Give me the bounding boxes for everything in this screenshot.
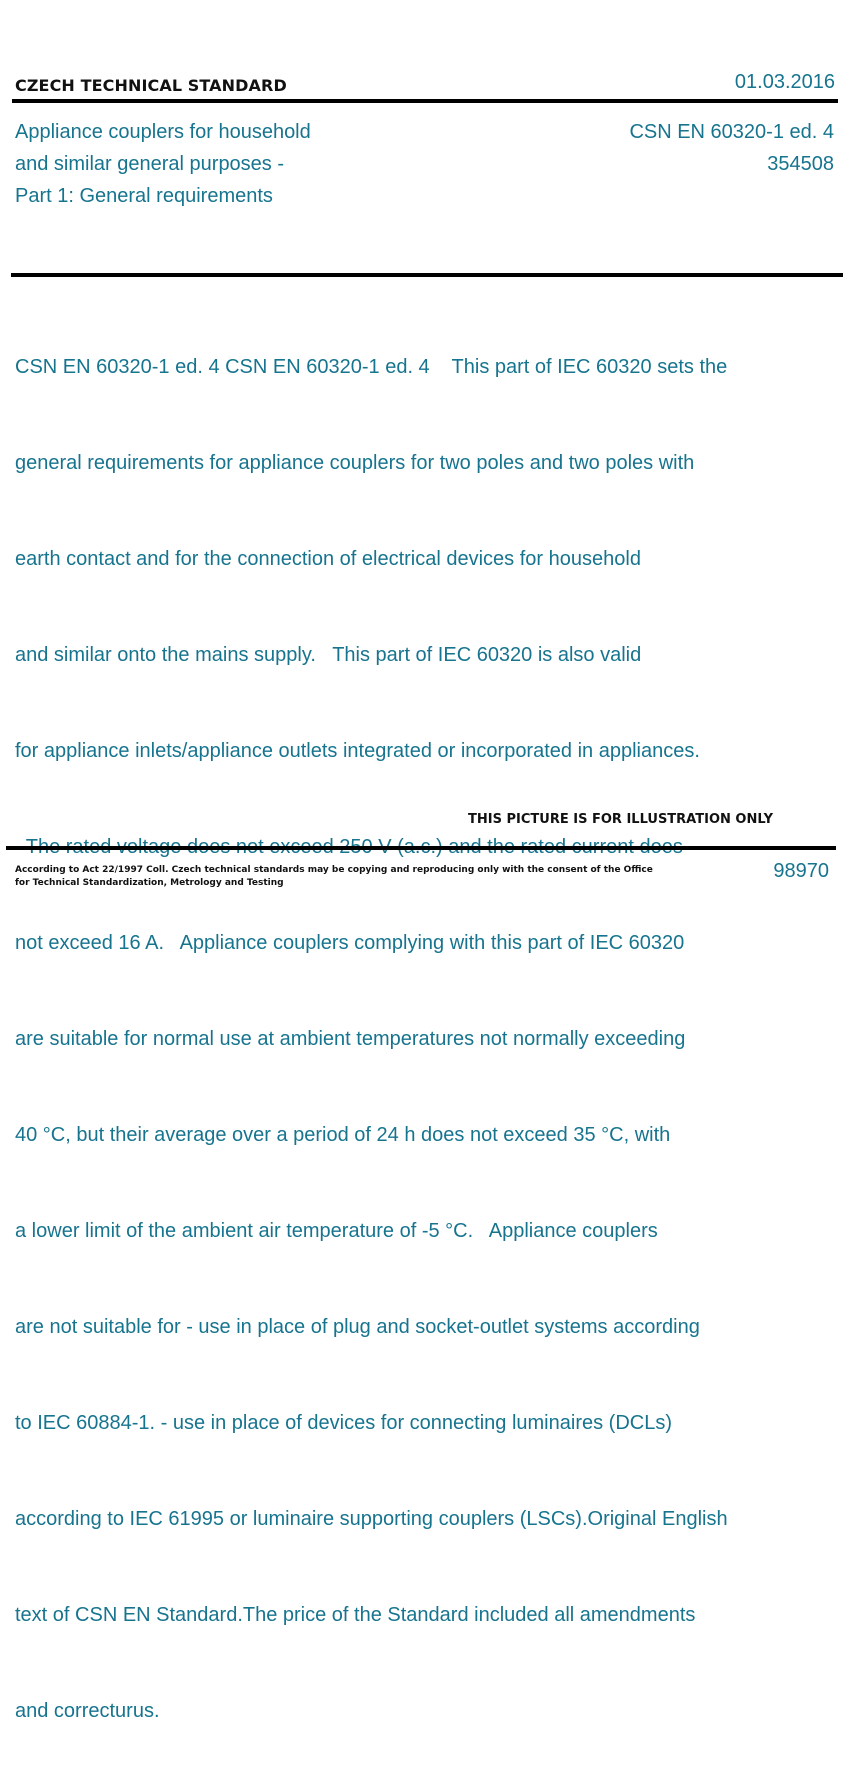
description-line: a lower limit of the ambient air temperature of -5 °C. Appliance couplers	[15, 1220, 658, 1242]
description-line: for appliance inlets/appliance outlets integrated or incorporated in appliances.	[15, 740, 700, 762]
description-line: not exceed 16 A. Appliance couplers complying with this part of IEC 60320	[15, 932, 685, 954]
standard-description	[15, 287, 815, 1791]
description-line: 40 °C, but their average over a period of 24 h does not exceed 35 °C, with	[15, 1124, 671, 1146]
illustration-disclaimer: THIS PICTURE IS FOR ILLUSTRATION ONLY	[468, 812, 773, 827]
title-line: and similar general purposes -	[15, 153, 285, 175]
standard-title	[15, 116, 311, 212]
description-line: according to IEC 61995 or luminaire supporting couplers (LSCs).Original English	[15, 1508, 728, 1530]
document-number: 98970	[773, 860, 829, 882]
description-line: are suitable for normal use at ambient temperatures not normally exceeding	[15, 1028, 686, 1050]
publication-date: 01.03.2016	[734, 71, 835, 93]
description-line: to IEC 60884-1. - use in place of devices for connecting luminaires (DCLs)	[15, 1412, 672, 1434]
description-line: and correcturus.	[15, 1700, 160, 1722]
footer-divider	[6, 846, 836, 850]
title-line: Part 1: General requirements	[15, 185, 273, 207]
description-line: CSN EN 60320-1 ed. 4 CSN EN 60320-1 ed. 4 This part of IEC 60320 sets the	[15, 356, 728, 378]
title-line: Appliance couplers for household	[15, 121, 311, 143]
legal-notice	[15, 864, 653, 890]
legal-line: According to Act 22/1997 Coll. Czech technical standards may be copying and reproducing only with the consent of the Office	[15, 865, 653, 875]
legal-line: for Technical Standardization, Metrology and Testing	[15, 878, 284, 888]
description-line: are not suitable for - use in place of plug and socket-outlet systems according	[15, 1316, 700, 1338]
header-divider	[12, 99, 838, 103]
catalog-number: 354508	[767, 153, 834, 175]
section-divider	[11, 273, 843, 277]
standard-code: CSN EN 60320-1 ed. 4	[629, 121, 834, 143]
standard-identifiers	[629, 116, 834, 180]
description-line: text of CSN EN Standard.The price of the Standard included all amendments	[15, 1604, 696, 1626]
description-line: general requirements for appliance couplers for two poles and two poles with	[15, 452, 695, 474]
document-type-label: CZECH TECHNICAL STANDARD	[15, 76, 287, 95]
description-line: earth contact and for the connection of electrical devices for household	[15, 548, 641, 570]
description-line: and similar onto the mains supply. This part of IEC 60320 is also valid	[15, 644, 642, 666]
